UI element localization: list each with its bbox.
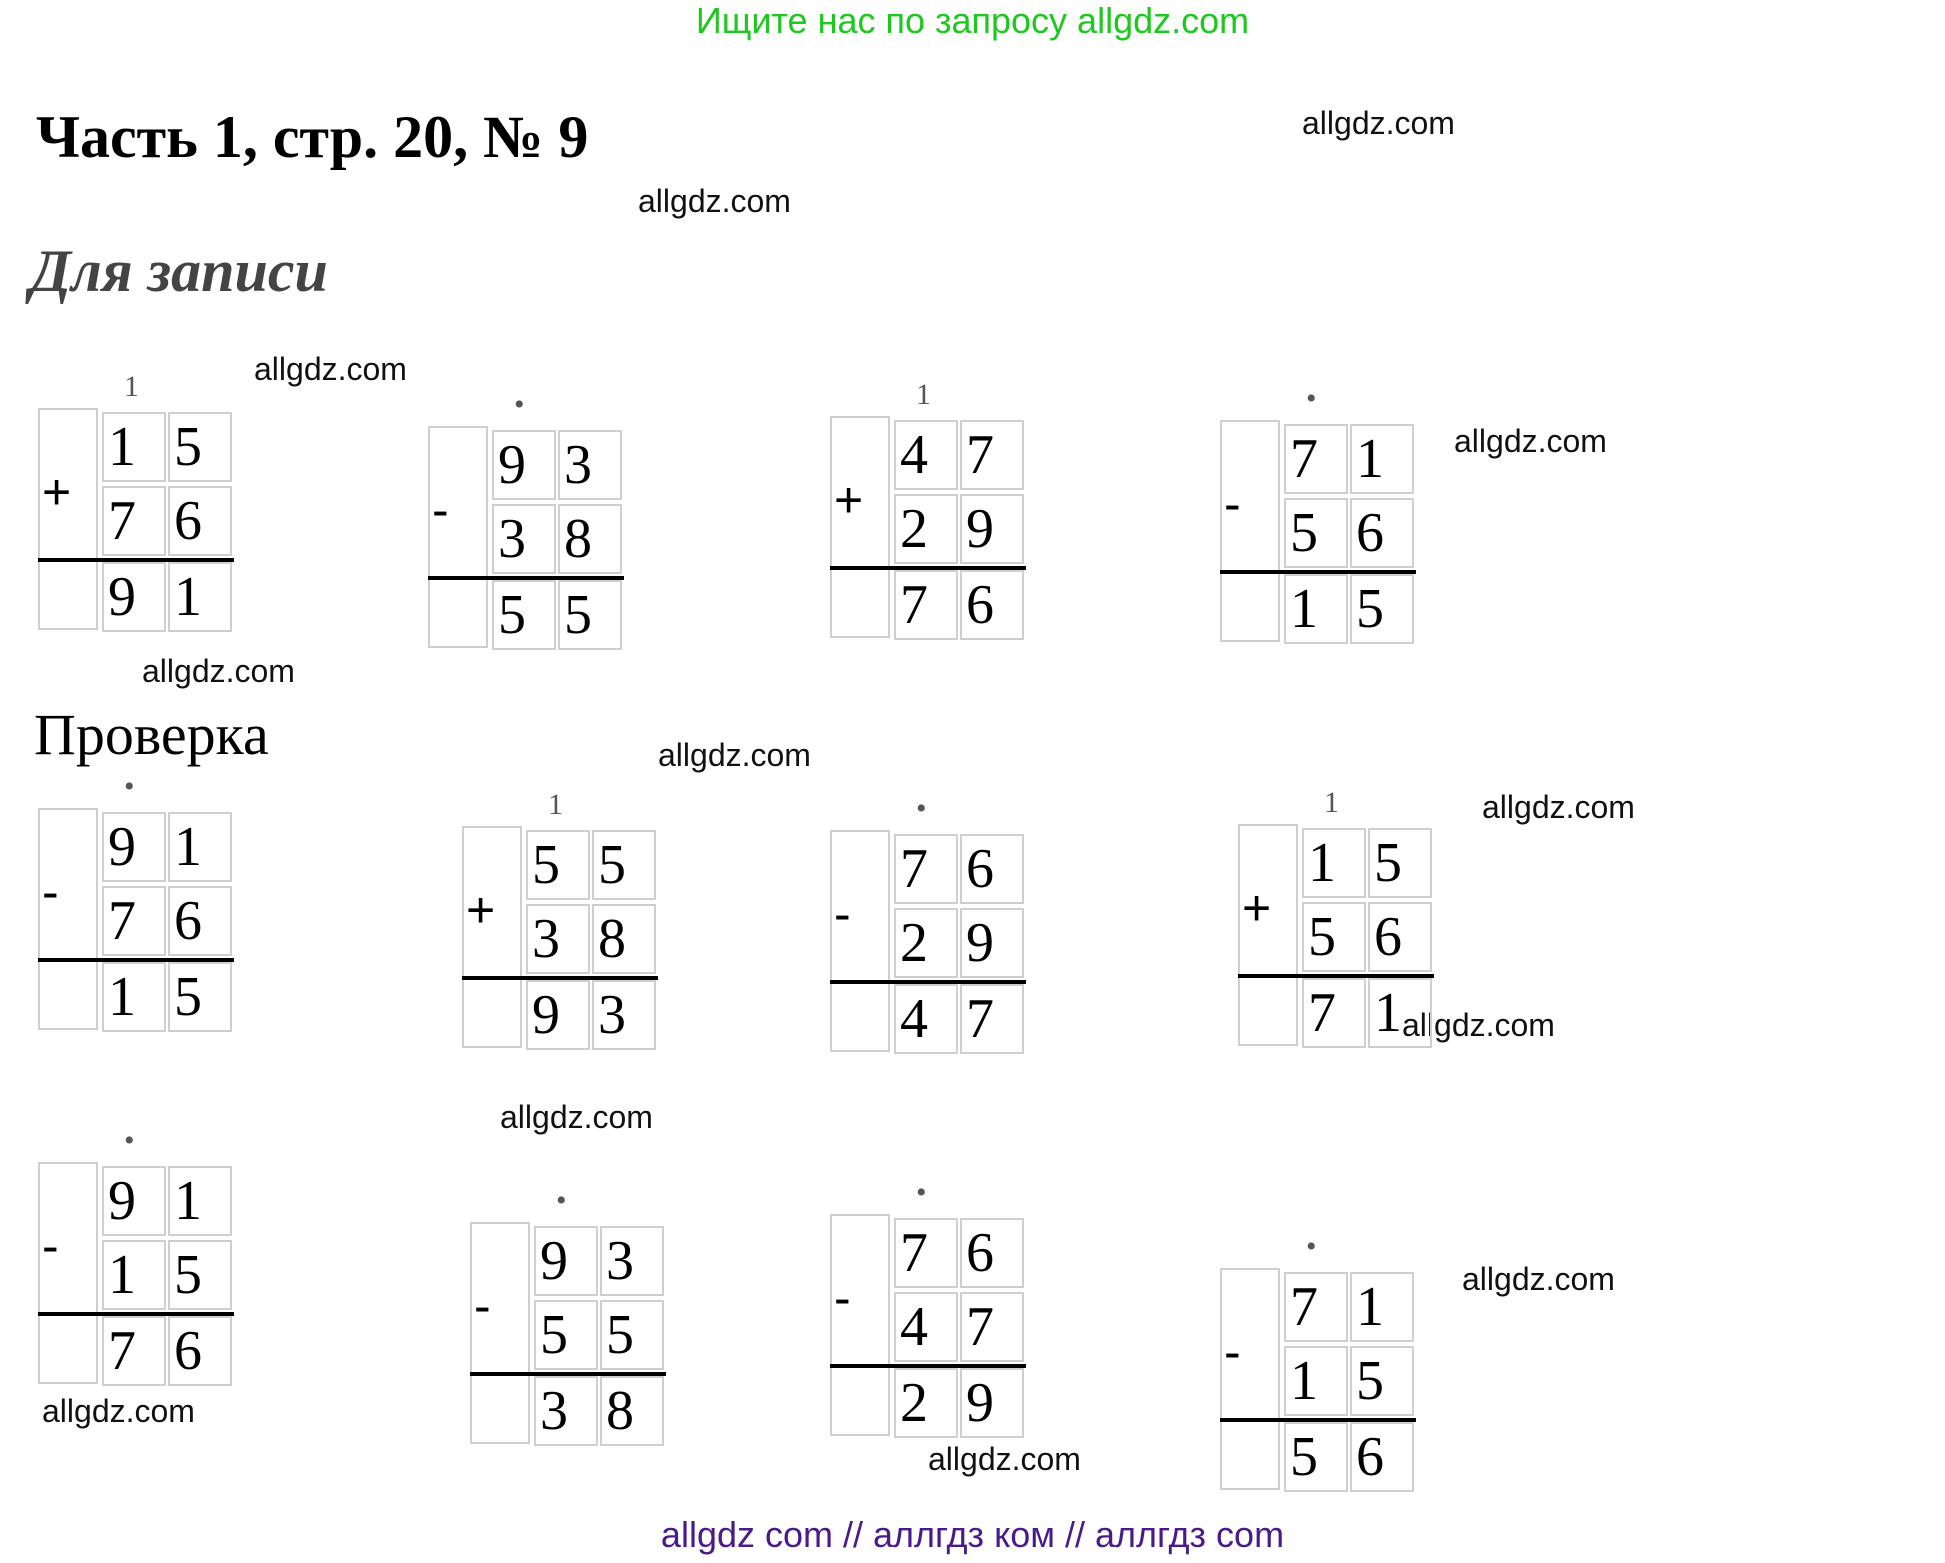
carry-mark: • [916,792,927,825]
column-problem [1220,382,1416,642]
watermark: allgdz.com [638,183,791,219]
carry-mark: 1 [548,788,563,821]
column-problem [462,788,658,1048]
minuend-digit: 9 [498,434,526,496]
subtrahend-digit: 5 [1308,906,1336,968]
column-problem [428,388,624,648]
footer-links: allgdz com // аллгдз ком // аллгдз com [660,1514,1285,1555]
result-digit: 1 [1290,578,1318,640]
minuend-digit: 7 [900,1222,928,1284]
result-digit: 5 [1290,1426,1318,1488]
subtrahend-digit: 5 [540,1304,568,1366]
result-digit: 3 [598,984,626,1046]
watermark: allgdz.com [1402,1007,1555,1043]
result-digit: 5 [498,584,526,646]
watermark: allgdz.com [142,653,295,689]
result-digit: 9 [532,984,560,1046]
column-problem [1238,786,1434,1046]
minus-sign: - [1224,476,1241,532]
minuend-digit: 1 [1308,832,1336,894]
result-digit: 7 [1308,982,1336,1044]
minuend-digit: 1 [1356,428,1384,490]
watermark: allgdz.com [1462,1261,1615,1297]
minuend-digit: 9 [540,1230,568,1292]
result-line [462,976,658,980]
result-digit: 1 [108,966,136,1028]
subtrahend-digit: 7 [966,1296,994,1358]
carry-mark: 1 [124,370,139,403]
carry-mark: • [556,1184,567,1217]
result-digit: 7 [900,574,928,636]
carry-mark: • [124,1124,135,1157]
minuend-digit: 7 [1290,1276,1318,1338]
subtrahend-digit: 9 [966,912,994,974]
carry-mark: • [1306,1230,1317,1263]
minuend-digit: 9 [108,816,136,878]
minus-sign: - [834,1270,851,1326]
watermark: allgdz.com [1454,423,1607,459]
minuend-digit: 1 [108,416,136,478]
carry-mark: 1 [916,378,931,411]
minus-sign: - [42,864,59,920]
subtrahend-digit: 6 [174,490,202,552]
result-digit: 7 [108,1320,136,1382]
carry-mark: 1 [1324,786,1339,819]
result-line [428,576,624,580]
watermark: allgdz.com [1482,789,1635,825]
subtrahend-digit: 9 [966,498,994,560]
minus-sign: - [1224,1324,1241,1380]
result-digit: 4 [900,988,928,1050]
result-digit: 9 [108,566,136,628]
minuend-digit: 5 [598,834,626,896]
subtrahend-digit: 5 [174,1244,202,1306]
subtrahend-digit: 5 [1290,502,1318,564]
carry-mark: • [124,770,135,803]
subtrahend-digit: 8 [598,908,626,970]
result-line [38,1312,234,1316]
result-digit: 6 [174,1320,202,1382]
search-banner: Ищите нас по запросу allgdz.com [695,0,1250,41]
minuend-digit: 3 [606,1230,634,1292]
result-line [470,1372,666,1376]
result-digit: 8 [606,1380,634,1442]
minuend-digit: 6 [966,1222,994,1284]
watermark: allgdz.com [658,737,811,773]
minus-sign: - [474,1278,491,1334]
minuend-digit: 7 [900,838,928,900]
minuend-digit: 5 [532,834,560,896]
subtrahend-digit: 8 [564,508,592,570]
subtrahend-digit: 2 [900,912,928,974]
carry-mark: • [1306,382,1317,415]
column-problem [38,1124,234,1384]
result-digit: 5 [1356,578,1384,640]
result-digit: 6 [1356,1426,1384,1488]
subtrahend-digit: 6 [174,890,202,952]
subtrahend-digit: 3 [498,508,526,570]
section-title-check: Проверка [34,702,269,767]
minuend-digit: 7 [1290,428,1318,490]
subtrahend-digit: 3 [532,908,560,970]
result-digit: 7 [966,988,994,1050]
result-digit: 5 [174,966,202,1028]
minus-sign: - [432,482,449,538]
subtrahend-digit: 5 [606,1304,634,1366]
result-digit: 3 [540,1380,568,1442]
result-digit: 6 [966,574,994,636]
result-digit: 1 [1374,982,1402,1044]
minus-sign: - [834,886,851,942]
watermark: allgdz.com [254,351,407,387]
minuend-digit: 3 [564,434,592,496]
plus-sign: + [466,882,496,938]
minus-sign: - [42,1218,59,1274]
minuend-digit: 4 [900,424,928,486]
subtrahend-digit: 5 [1356,1350,1384,1412]
watermark: allgdz.com [500,1099,653,1135]
minuend-digit: 6 [966,838,994,900]
result-digit: 9 [966,1372,994,1434]
result-line [38,958,234,962]
minuend-digit: 1 [174,816,202,878]
plus-sign: + [42,464,72,520]
watermark: allgdz.com [1302,105,1455,141]
carry-mark: • [916,1176,927,1209]
result-line [1220,570,1416,574]
subtrahend-digit: 6 [1356,502,1384,564]
column-problem [1220,1230,1416,1490]
result-digit: 1 [174,566,202,628]
subtrahend-digit: 6 [1374,906,1402,968]
result-line [830,1364,1026,1368]
watermark: allgdz.com [928,1441,1081,1477]
result-line [830,566,1026,570]
result-line [1238,974,1434,978]
minuend-digit: 5 [174,416,202,478]
column-problem [38,770,234,1030]
minuend-digit: 7 [966,424,994,486]
minuend-digit: 1 [174,1170,202,1232]
result-digit: 2 [900,1372,928,1434]
subtrahend-digit: 4 [900,1296,928,1358]
subtrahend-digit: 7 [108,490,136,552]
result-digit: 5 [564,584,592,646]
section-title-record: Для записи [30,238,328,304]
carry-mark: • [514,388,525,421]
subtrahend-digit: 7 [108,890,136,952]
minuend-digit: 1 [1356,1276,1384,1338]
result-line [830,980,1026,984]
result-line [38,558,234,562]
column-problem [830,1176,1026,1436]
page-title: Часть 1, стр. 20, № 9 [36,104,589,170]
plus-sign: + [1242,880,1272,936]
subtrahend-digit: 1 [1290,1350,1318,1412]
result-line [1220,1418,1416,1422]
subtrahend-digit: 1 [108,1244,136,1306]
minuend-digit: 9 [108,1170,136,1232]
column-problem [830,792,1026,1052]
minuend-digit: 5 [1374,832,1402,894]
column-problem [470,1184,666,1444]
column-problem [830,378,1026,638]
subtrahend-digit: 2 [900,498,928,560]
plus-sign: + [834,472,864,528]
watermark: allgdz.com [42,1393,195,1429]
column-problem [38,370,234,630]
